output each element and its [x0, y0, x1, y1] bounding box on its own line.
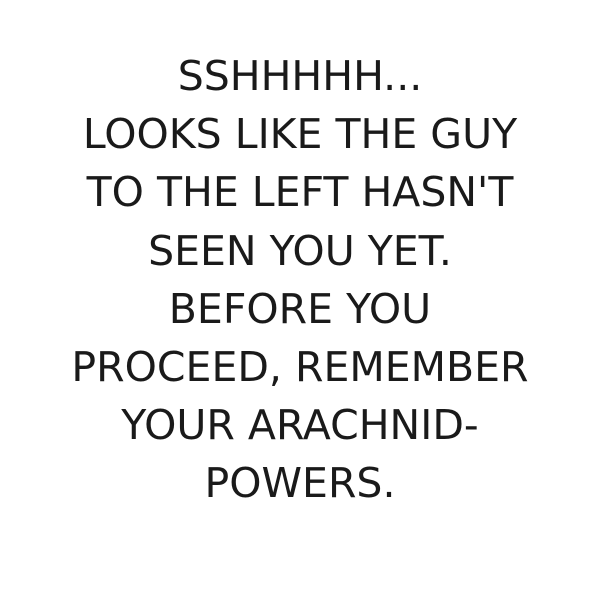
message-line-8: POWERS. — [204, 459, 396, 508]
message-text — [0, 47, 600, 513]
message-line-3: TO THE LEFT HASN'T — [86, 168, 514, 217]
message-line-7: YOUR ARACHNID- — [121, 401, 479, 450]
message-line-1: SSHHHHH... — [177, 52, 423, 100]
message-line-6: PROCEED, REMEMBER — [71, 343, 529, 392]
message-line-5: BEFORE YOU — [168, 284, 432, 333]
message-line-2: LOOKS LIKE THE GUY — [82, 110, 518, 159]
message-line-4: SEEN YOU YET. — [148, 226, 452, 275]
